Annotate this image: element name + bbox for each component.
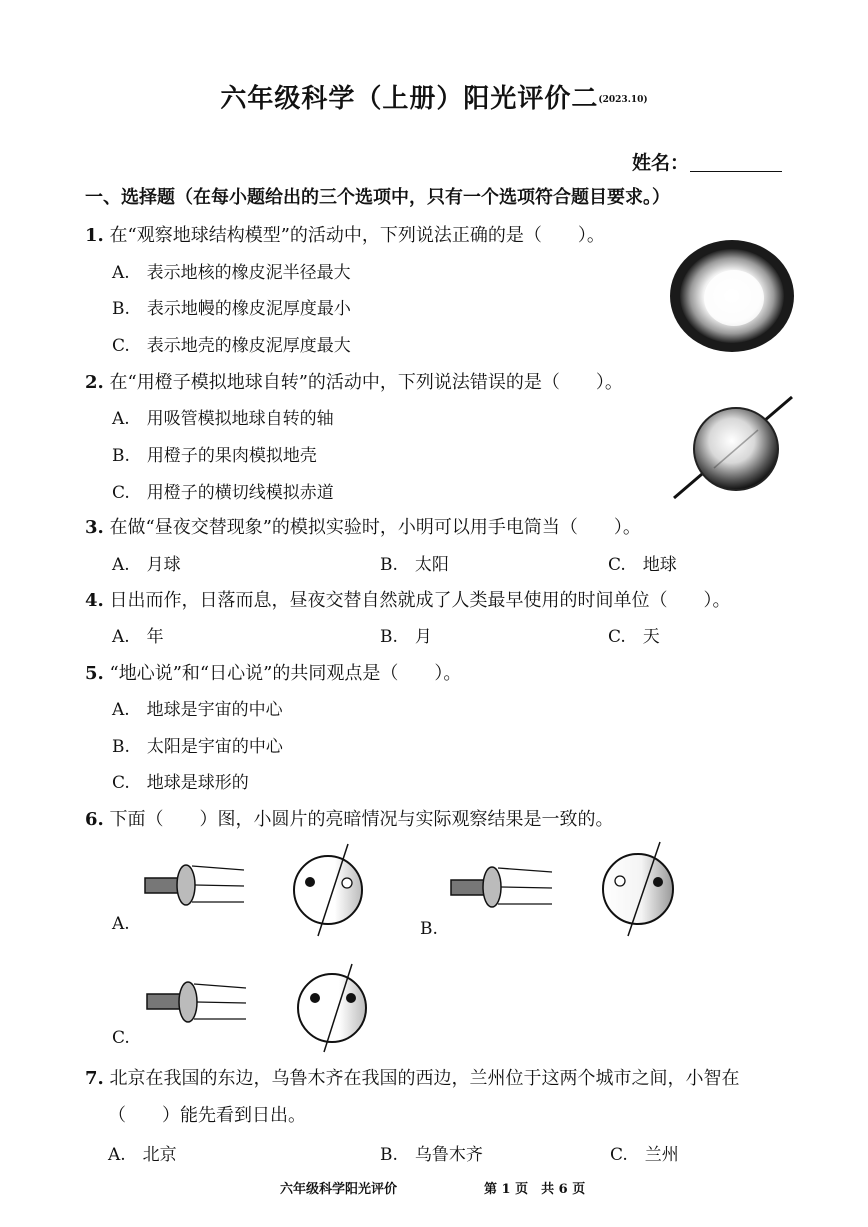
title-date: (2023.10): [598, 95, 648, 105]
option-b[interactable]: B. 表示地幔的橡皮泥厚度最小: [112, 299, 351, 319]
question-number: 6.: [85, 809, 104, 830]
option-b[interactable]: B. 太阳是宇宙的中心: [112, 737, 283, 757]
question-5: [85, 659, 461, 685]
question-2: [85, 368, 623, 394]
orange-rotation-model-image: [672, 394, 794, 502]
option-c[interactable]: C. 用橙子的横切线模拟赤道: [112, 483, 334, 503]
question-number: 4.: [85, 590, 104, 611]
option-a[interactable]: A. 月球: [112, 555, 181, 575]
question-6: [85, 805, 614, 831]
option-b[interactable]: B. 乌鲁木齐: [380, 1145, 483, 1165]
question-stem: 在做“昼夜交替现象”的模拟实验时，小明可以用手电筒当（ ）。: [109, 517, 641, 538]
option-b[interactable]: B. 用橙子的果肉模拟地壳: [112, 446, 317, 466]
globe-disc-figure-b: [600, 840, 680, 938]
flashlight-icon: [144, 856, 248, 914]
option-c[interactable]: C. 表示地壳的橡皮泥厚度最大: [112, 336, 351, 356]
name-blank-line[interactable]: [690, 170, 782, 172]
question-number: 5.: [85, 663, 104, 684]
question-stem: “地心说”和“日心说”的共同观点是（ ）。: [109, 663, 462, 684]
question-number: 7.: [85, 1068, 104, 1089]
page-number: 第 1 页 共 6 页: [484, 1182, 586, 1197]
option-a[interactable]: A. 地球是宇宙的中心: [112, 700, 283, 720]
option-a[interactable]: A. 用吸管模拟地球自转的轴: [112, 409, 334, 429]
question-7: [85, 1064, 740, 1090]
section-heading: 一、选择题（在每小题给出的三个选项中，只有一个选项符合题目要求。）: [85, 187, 670, 208]
question-7-continued: （ ）能先看到日出。: [108, 1105, 306, 1126]
option-b[interactable]: B. 月: [380, 627, 432, 647]
option-c[interactable]: C. 兰州: [610, 1145, 679, 1165]
title-text: 六年级科学（上册）阳光评价二: [220, 84, 599, 114]
option-a[interactable]: A. 年: [112, 627, 164, 647]
option-c[interactable]: C. 地球: [608, 555, 677, 575]
option-c[interactable]: C. 地球是球形的: [112, 773, 249, 793]
footer-title: 六年级科学阳光评价: [280, 1182, 398, 1197]
question-3: [85, 513, 641, 539]
question-number: 1.: [85, 225, 104, 246]
option-c[interactable]: C. 天: [608, 627, 660, 647]
question-stem: 日出而作，日落而息，昼夜交替自然就成了人类最早使用的时间单位（ ）。: [109, 590, 731, 611]
question-number: 2.: [85, 372, 104, 393]
earth-structure-model-image: [668, 238, 796, 354]
globe-disc-figure-a: [292, 842, 370, 938]
option-a[interactable]: A. 表示地核的橡皮泥半径最大: [112, 263, 351, 283]
flashlight-icon: [146, 978, 250, 1036]
page-title: [0, 78, 868, 115]
option-a[interactable]: A. 北京: [108, 1145, 177, 1165]
globe-disc-figure-c: [294, 962, 372, 1054]
question-stem: 在“用橙子模拟地球自转”的活动中，下列说法错误的是（ ）。: [109, 372, 623, 393]
option-b[interactable]: B. 太阳: [380, 555, 449, 575]
name-label: 姓名：: [632, 152, 690, 174]
option-c[interactable]: C.: [112, 1028, 130, 1048]
option-b[interactable]: B.: [420, 919, 438, 939]
question-stem: 北京在我国的东边，乌鲁木齐在我国的西边，兰州位于这两个城市之间，小智在: [109, 1068, 740, 1089]
question-number: 3.: [85, 517, 104, 538]
question-1: [85, 221, 605, 247]
flashlight-icon: [450, 858, 556, 916]
option-a[interactable]: A.: [112, 914, 130, 934]
question-stem: 在“观察地球结构模型”的活动中，下列说法正确的是（ ）。: [109, 225, 605, 246]
question-4: [85, 586, 731, 612]
question-stem: 下面（ ）图，小圆片的亮暗情况与实际观察结果是一致的。: [109, 809, 614, 830]
